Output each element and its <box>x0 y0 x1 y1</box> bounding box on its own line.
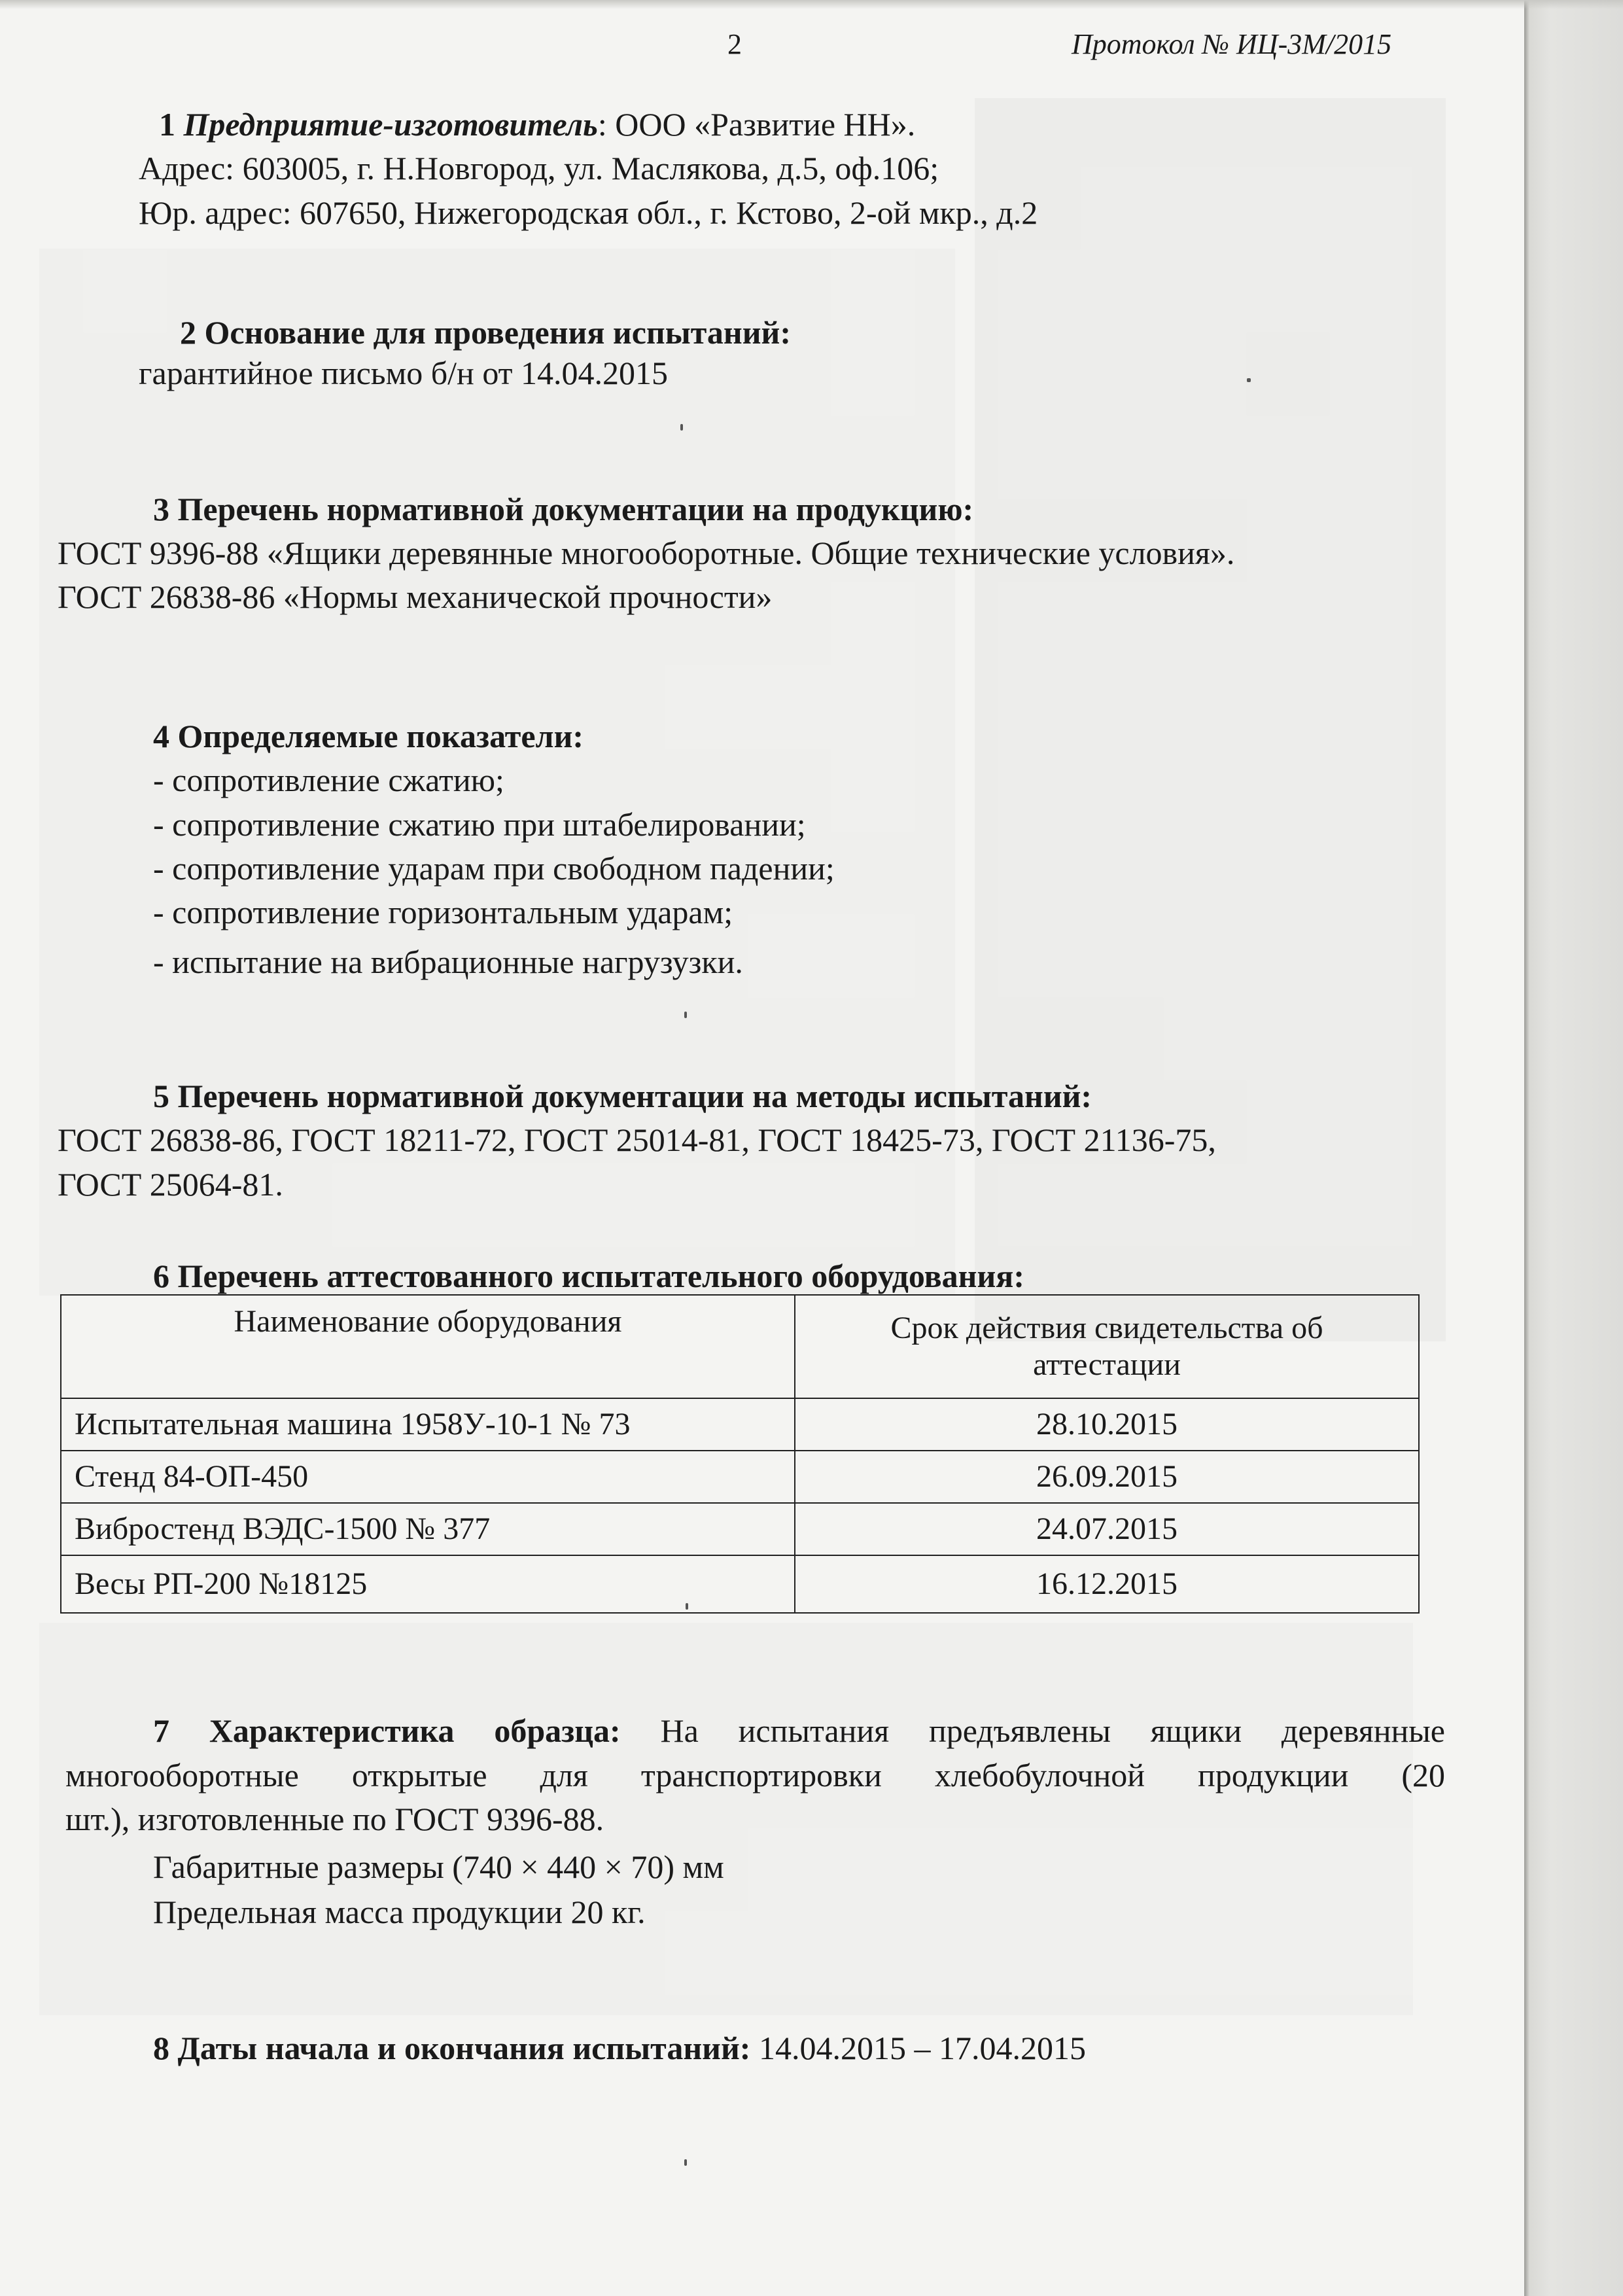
section-7-line: многооборотные открытые для транспортировки хлебобулочной продукции (20 <box>65 1757 1445 1793</box>
section-3-title: 3 Перечень нормативной документации на продукцию: <box>153 491 974 527</box>
equipment-name: Вибростенд ВЭДС-1500 № 377 <box>61 1503 795 1555</box>
section-3-line: ГОСТ 9396-88 «Ящики деревянные многооборотные. Общие технические условия». <box>58 535 1235 571</box>
indicator-item: - сопротивление ударам при свободном падении; <box>153 850 835 887</box>
section-1-number: 1 <box>159 106 175 143</box>
scan-right-margin <box>1524 0 1623 2296</box>
table-row <box>61 1451 1419 1503</box>
section-7-dimensions: Габаритные размеры (740 × 440 × 70) мм <box>153 1848 724 1885</box>
certificate-date: 26.09.2015 <box>795 1451 1419 1503</box>
section-7-first-line <box>153 1709 1445 1753</box>
section-7-text: На испытания предъявлены ящики деревянные <box>660 1712 1446 1749</box>
section-7-mass: Предельная масса продукции 20 кг. <box>153 1894 646 1930</box>
indicator-item: - сопротивление сжатию при штабелировании; <box>153 806 806 843</box>
column-header: Срок действия свидетельства об аттестации <box>795 1295 1419 1398</box>
protocol-number: Протокол № ИЦ-3М/2015 <box>1072 28 1392 60</box>
section-5-title: 5 Перечень нормативной документации на методы испытаний: <box>153 1078 1092 1114</box>
scan-speck <box>680 424 683 431</box>
manufacturer-legal-address: Юр. адрес: 607650, Нижегородская обл., г. Кстово, 2-ой мкр., д.2 <box>139 194 1038 231</box>
page-number: 2 <box>727 28 742 60</box>
section-7-line: шт.), изготовленные по ГОСТ 9396-88. <box>65 1801 604 1837</box>
section-7-title: 7 Характеристика образца: <box>153 1712 621 1749</box>
section-3-line: ГОСТ 26838-86 «Нормы механической прочности» <box>58 578 773 615</box>
scan-top-shadow <box>0 0 1623 9</box>
scan-speck <box>1247 378 1251 382</box>
indicator-item: - сопротивление сжатию; <box>153 762 504 798</box>
section-2-title: 2 Основание для проведения испытаний: <box>180 314 792 351</box>
scan-speck <box>686 1603 688 1610</box>
section-8-title: 8 Даты начала и окончания испытаний: <box>153 2030 751 2066</box>
manufacturer-address: Адрес: 603005, г. Н.Новгород, ул. Маслякова, д.5, оф.106; <box>139 150 939 186</box>
section-2-value: гарантийное письмо б/н от 14.04.2015 <box>139 355 669 391</box>
scan-speck <box>684 2159 687 2166</box>
equipment-name: Стенд 84-ОП-450 <box>61 1451 795 1503</box>
scan-speck <box>684 1012 687 1018</box>
indicator-item: - испытание на вибрационные нагрузузки. <box>153 944 743 980</box>
section-5-line: ГОСТ 26838-86, ГОСТ 18211-72, ГОСТ 25014-81, ГОСТ 18425-73, ГОСТ 21136-75, <box>58 1122 1216 1158</box>
table-row <box>61 1503 1419 1555</box>
table-row <box>61 1555 1419 1613</box>
table-row <box>61 1398 1419 1451</box>
section-6-title: 6 Перечень аттестованного испытательного оборудования: <box>153 1258 1024 1294</box>
section-1-value: : ООО «Развитие НН». <box>597 106 916 143</box>
section-8 <box>153 2028 1086 2068</box>
section-1-heading <box>159 105 915 144</box>
section-4-title: 4 Определяемые показатели: <box>153 718 584 754</box>
section-8-value: 14.04.2015 – 17.04.2015 <box>758 2030 1086 2066</box>
section-5-line: ГОСТ 25064-81. <box>58 1166 283 1203</box>
table-header-row <box>61 1295 1419 1398</box>
equipment-name: Испытательная машина 1958У-10-1 № 73 <box>61 1398 795 1451</box>
column-header: Наименование оборудования <box>61 1295 795 1398</box>
equipment-name: Весы РП-200 №18125 <box>61 1555 795 1613</box>
section-1-title: Предприятие-изготовитель <box>183 106 598 143</box>
certificate-date: 16.12.2015 <box>795 1555 1419 1613</box>
equipment-table <box>60 1294 1420 1614</box>
certificate-date: 28.10.2015 <box>795 1398 1419 1451</box>
indicator-item: - сопротивление горизонтальным ударам; <box>153 894 733 930</box>
certificate-date: 24.07.2015 <box>795 1503 1419 1555</box>
